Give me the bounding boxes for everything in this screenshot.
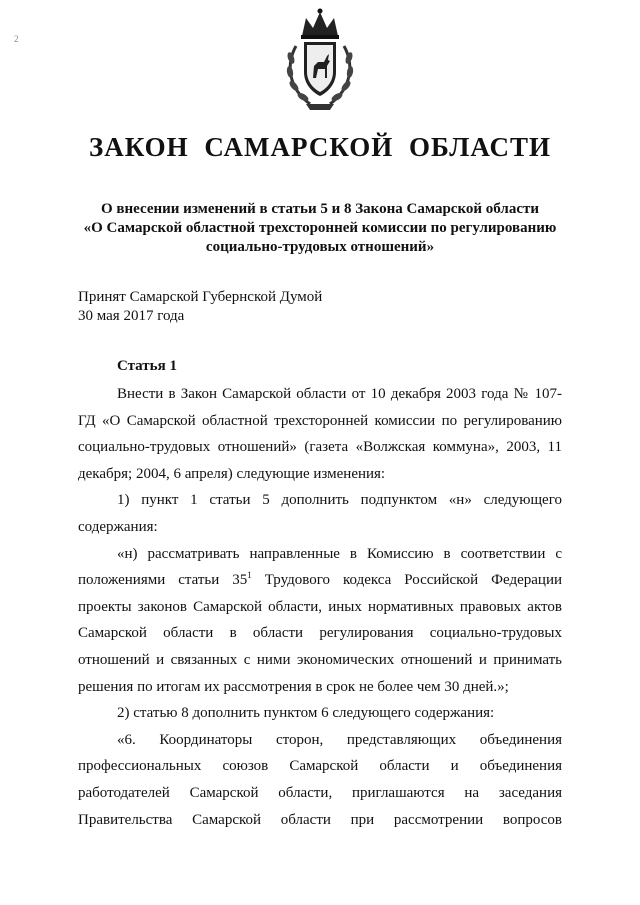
paragraph-text: Трудового кодекса Российской Федерации проекты законов Самарской области, иных нормативных правовых актов Самарской области в области регулирования социально-трудовых отношений и связанных с ними экономических отношений и принимать решения по итогам их рассмотрения в срок не более чем 30 дней.»; xyxy=(78,572,562,695)
subtitle-line: «О Самарской областной трехсторонней комиссии по регулированию xyxy=(83,220,557,236)
article-heading: Статья 1 xyxy=(117,358,177,374)
subtitle-line: социально-трудовых отношений» xyxy=(205,239,435,255)
page-title: ЗАКОН САМАРСКОЙ ОБЛАСТИ xyxy=(89,132,551,162)
article-paragraph xyxy=(78,541,562,701)
adopted-by: Принят Самарской Губернской Думой xyxy=(78,289,323,305)
article-paragraph: 1) пункт 1 статьи 5 дополнить подпунктом «н» следующего содержания: xyxy=(78,492,562,535)
paragraph-text: «н) рассматривать направленные в Комиссию в соответствии с положениями статьи 35 xyxy=(78,545,562,589)
adoption-date: 30 мая 2017 года xyxy=(78,308,185,324)
article-paragraph: Внести в Закон Самарской области от 10 декабря 2003 года № 107-ГД «О Самарской областной трехсторонней комиссии по регулированию социально-трудовых отношений» (газета «Волжская коммуна», 2003, 11 декабря; 2004, 6 апреля) следующие изменения: xyxy=(78,386,562,482)
superscript: 1 xyxy=(247,570,252,581)
article-body xyxy=(78,381,562,833)
document-subtitle xyxy=(60,200,580,257)
article-paragraph: «6. Координаторы сторон, представляющих объединения профессиональных союзов Самарской области и объединения работодателей Самарской области, приглашаются на заседания Правительства Самарской области при рассмотрении вопросов xyxy=(78,731,562,828)
article-paragraph: 2) статью 8 дополнить пунктом 6 следующего содержания: xyxy=(117,705,495,722)
samara-coat-of-arms-icon xyxy=(280,6,360,114)
subtitle-line: О внесении изменений в статьи 5 и 8 Закона Самарской области xyxy=(101,201,539,217)
page-number: 2 xyxy=(14,34,19,44)
adoption-info xyxy=(78,288,322,326)
